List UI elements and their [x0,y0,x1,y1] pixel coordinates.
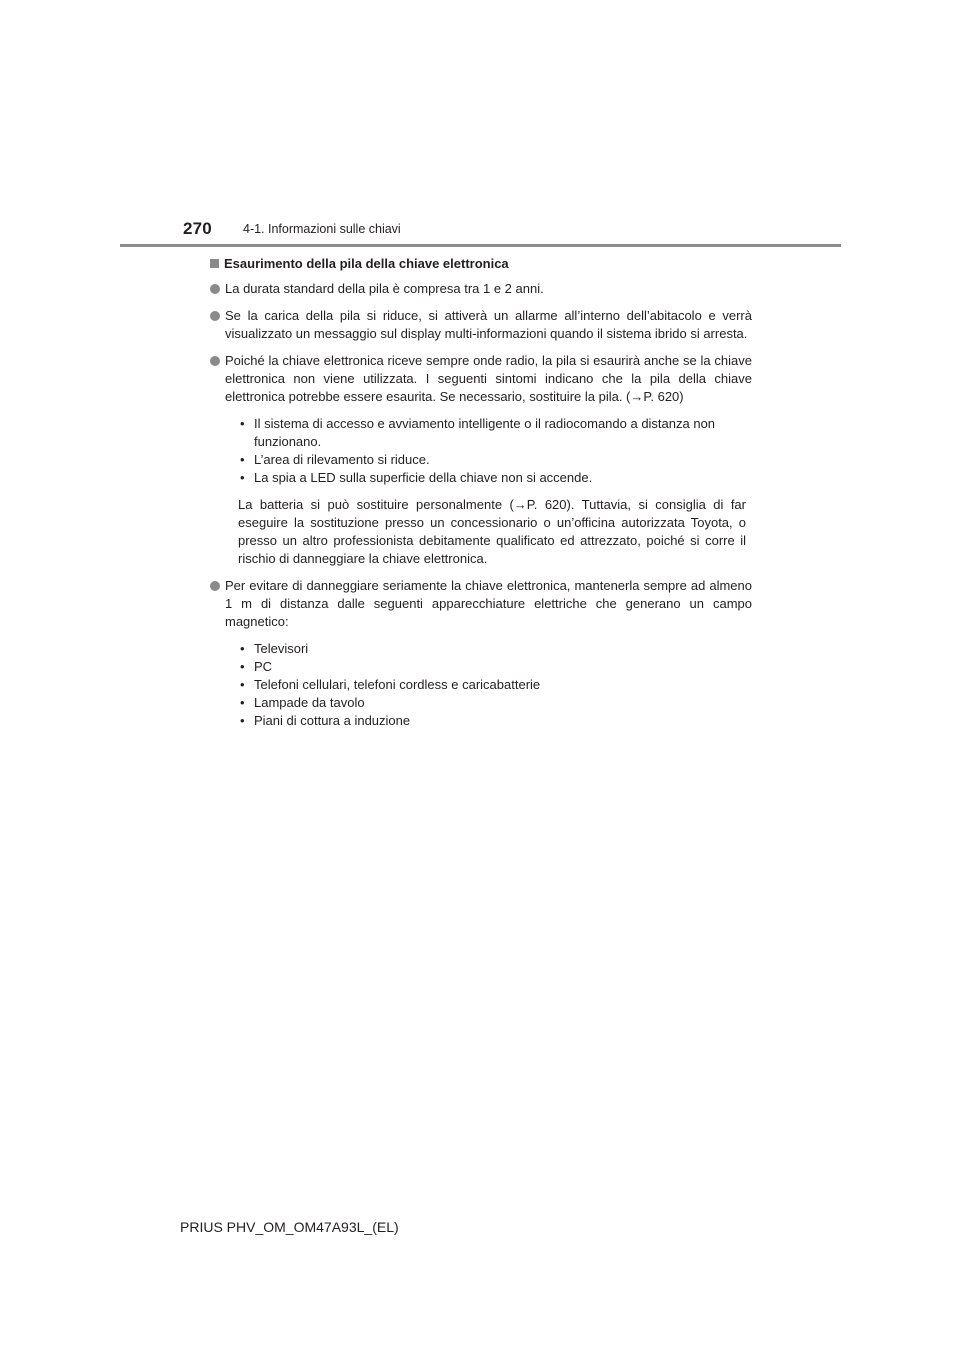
dot-marker: • [240,659,245,674]
list-item: • Televisori [240,641,309,656]
circle-bullet-icon [210,284,220,294]
bullet-item [210,577,752,631]
square-bullet-icon [210,259,219,268]
circle-bullet-icon [210,356,220,366]
list-item: • La spia a LED sulla superficie della chiave non si accende. [240,470,593,485]
list-item: • Telefoni cellulari, telefoni cordless e caricabatterie [240,677,541,692]
section-title: 4-1. Informazioni sulle chiavi [243,222,401,236]
replacement-note: La batteria si può sostituire personalmente (→P. 620). Tuttavia, si consiglia di far eseguire la sostituzione presso un concessionario o un’officina autorizzata Toyota, o presso un altro professionista debitamente qualificato ed attrezzato, poiché si corre il rischio di danneggiare la chiave elettronica. [238,497,746,566]
symptom-list [238,415,746,487]
circle-bullet-icon [210,581,220,591]
header-divider [120,244,841,247]
dot-marker: • [240,452,245,467]
dot-marker: • [240,695,245,710]
section-heading [210,255,752,273]
bullet-text: Se la carica della pila si riduce, si attiverà un allarme all’interno dell’abitacolo e verrà visualizzato un messaggio sul display multi-informazioni quando il sistema ibrido si arresta. [225,308,752,341]
main-content [210,255,752,739]
bullet-text: Poiché la chiave elettronica riceve sempre onde radio, la pila si esaurirà anche se la chiave elettronica non viene utilizzata. I seguenti sintomi indicano che la pila della chiave elettronica potrebbe essere esaurita. Se necessario, sostituire la pila. (→P. 620) [225,353,752,404]
list-item: • Piani di cottura a induzione [240,713,411,728]
bullet-item [210,307,752,343]
dot-marker: • [240,641,245,656]
heading-text: Esaurimento della pila della chiave elettronica [224,256,509,271]
list-item: • PC [240,659,273,674]
dot-marker: • [240,677,245,692]
dot-marker: • [240,713,245,728]
bullet-item [210,280,752,298]
document-code: PRIUS PHV_OM_OM47A93L_(EL) [180,1219,399,1235]
list-item: • Lampade da tavolo [240,695,365,710]
list-item: • Il sistema di accesso e avviamento intelligente o il radiocomando a distanza non funzionano. [240,416,716,449]
dot-marker: • [240,470,245,485]
bullet-item [210,352,752,406]
page-number: 270 [183,219,212,238]
bullet-text: La durata standard della pila è compresa tra 1 e 2 anni. [225,281,544,296]
bullet-text: Per evitare di danneggiare seriamente la chiave elettronica, mantenerla sempre ad almeno 1 m di distanza dalle seguenti apparecchiature elettriche che generano un campo magnetico: [225,578,752,629]
list-item: • L’area di rilevamento si riduce. [240,452,430,467]
dot-marker: • [240,416,245,431]
circle-bullet-icon [210,311,220,321]
appliance-list [238,640,746,730]
